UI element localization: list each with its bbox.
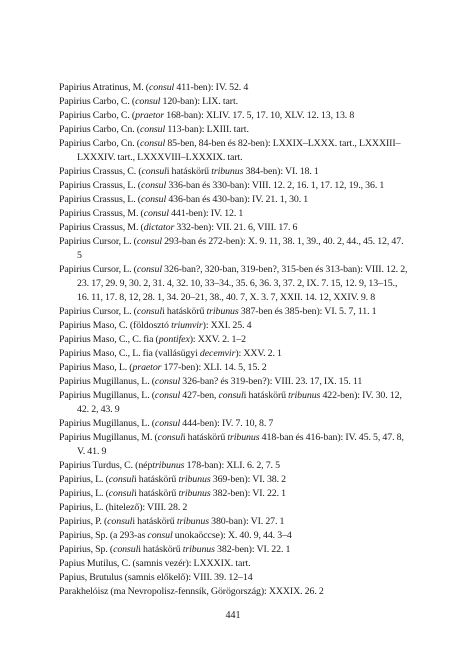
index-entry-text: Papirius Cursor, L. (consul 293-ban és 272-ben): X. 9. 11, 38. 1, 39., 40. 2, 44., 45. 12, 47. 5: [59, 236, 404, 261]
index-entry-text: Papirius Carbo, Cn. (consul 85-ben, 84-ben és 82-ben): LXXIX–LXXX. tart., LXXXIII–LXXXIV. tart., LXXXVIII–LXXXIX. tart.: [59, 138, 401, 163]
index-entry-text: Papius Mutilus, C. (samnis vezér): LXXXIX. tart.: [59, 558, 251, 569]
index-entry-text: Papirius, L. (consuli hatáskörű tribunus 382-ben): VI. 22. 1: [59, 488, 287, 499]
index-entry-text: Papirius Crassus, M. (consul 441-ben): IV. 12. 1: [59, 208, 244, 219]
index-entry: [59, 459, 409, 473]
index-entry-text: Papirius Mugillanus, M. (consuli hatáskörű tribunus 418-ban és 416-ban): IV. 45. 5, 47. 8, V. 41. 9: [59, 432, 404, 457]
index-entry: [59, 137, 409, 165]
index-entry-text: Papirius Turdus, C. (néptribunus 178-ban): XLI. 6. 2, 7. 5: [59, 460, 280, 471]
index-entry-list: [59, 81, 409, 599]
index-entry: [59, 557, 409, 571]
index-entry-text: Papirius, L. (hitelező): VIII. 28. 2: [59, 502, 188, 513]
index-entry: [59, 543, 409, 557]
index-entry-text: Papirius Maso, C., C. fia (pontifex): XXV. 2. 1–2: [59, 334, 246, 345]
index-entry: [59, 95, 409, 109]
index-entry: [59, 319, 409, 333]
index-entry: [59, 515, 409, 529]
index-entry: [59, 529, 409, 543]
index-entry-text: Papirius Cursor, L. (consuli hatáskörű tribunus 387-ben és 385-ben): VI. 5. 7, 11. 1: [59, 306, 377, 317]
index-entry: [59, 221, 409, 235]
index-entry-text: Papirius Crassus, L. (consul 336-ban és 330-ban): VIII. 12. 2, 16. 1, 17. 12, 19., 36. 1: [59, 180, 385, 191]
index-entry: [59, 501, 409, 515]
index-entry-text: Papius, Brutulus (samnis előkelő): VIII. 39. 12–14: [59, 572, 253, 583]
index-entry: [59, 417, 409, 431]
index-entry: [59, 179, 409, 193]
index-entry-text: Parakhelóisz (ma Nevropolisz-fennsík, Görögország): XXXIX. 26. 2: [59, 586, 324, 597]
index-entry: [59, 109, 409, 123]
index-entry: [59, 473, 409, 487]
index-entry-text: Papirius, Sp. (consuli hatáskörű tribunus 382-ben): VI. 22. 1: [59, 544, 291, 555]
index-entry: [59, 585, 409, 599]
index-entry-text: Papirius Carbo, C. (consul 120-ban): LIX. tart.: [59, 96, 238, 107]
index-entry: [59, 165, 409, 179]
index-entry-text: Papirius Carbo, Cn. (consul 113-ban): LXIII. tart.: [59, 124, 249, 135]
index-entry: [59, 263, 409, 305]
index-entry: [59, 207, 409, 221]
index-entry-text: Papirius Crassus, M. (dictator 332-ben): VII. 21. 6, VIII. 17. 6: [59, 222, 298, 233]
index-entry-text: Papirius Crassus, C. (consuli hatáskörű tribunus 384-ben): VI. 18. 1: [59, 166, 319, 177]
index-entry-text: Papirius Maso, C., L. fia (vallásügyi decemvir): XXV. 2. 1: [59, 348, 282, 359]
index-entry-text: Papirius Carbo, C. (praetor 168-ban): XLIV. 17. 5, 17. 10, XLV. 12. 13, 13. 8: [59, 110, 355, 121]
page-number: 441: [225, 610, 241, 621]
index-entry: [59, 487, 409, 501]
index-entry: [59, 81, 409, 95]
index-entry: [59, 389, 409, 417]
index-entry-text: Papirius, L. (consuli hatáskörű tribunus 369-ben): VI. 38. 2: [59, 474, 287, 485]
index-entry: [59, 305, 409, 319]
index-entry-text: Papirius Maso, L. (praetor 177-ben): XLI. 14. 5, 15. 2: [59, 362, 267, 373]
index-entry: [59, 235, 409, 263]
index-entry: [59, 375, 409, 389]
index-entry: [59, 193, 409, 207]
index-entry-text: Papirius Maso, C. (földosztó triumvir): XXI. 25. 4: [59, 320, 252, 331]
index-entry-text: Papirius, P. (consuli hatáskörű tribunus 380-ban): VI. 27. 1: [59, 516, 285, 527]
index-entry-text: Papirius Mugillanus, L. (consul 326-ban? és 319-ben?): VIII. 23. 17, IX. 15. 11: [59, 376, 363, 387]
index-entry-text: Papirius Atratinus, M. (consul 411-ben): IV. 52. 4: [59, 82, 249, 93]
index-entry: [59, 123, 409, 137]
index-entry: [59, 333, 409, 347]
index-entry: [59, 431, 409, 459]
index-entry-text: Papirius Crassus, L. (consul 436-ban és 430-ban): IV. 21. 1, 30. 1: [59, 194, 309, 205]
index-entry-text: Papirius Cursor, L. (consul 326-ban?, 320-ban, 319-ben?, 315-ben és 313-ban): VIII. 12. 2, 23. 17, 29. 9, 30. 2, 31. 4, 32. 10, 33–34., 35. 6, 36. 3, 37. 2, IX. 7. 15, 12. 9, 13–15., 16. 11, 17. 8, 12, 28. 1, 34. 20–21, 38., 40. 7, X. 3. 7, XXII. 14. 12, XXIV. 9. 8: [59, 264, 408, 303]
index-entry-text: Papirius Mugillanus, L. (consul 427-ben, consuli hatáskörű tribunus 422-ben): IV. 30. 12, 42. 2, 43. 9: [59, 390, 402, 415]
index-entry-text: Papirius Mugillanus, L. (consul 444-ben): IV. 7. 10, 8. 7: [59, 418, 274, 429]
index-entry: [59, 361, 409, 375]
index-entry-text: Papirius, Sp. (a 293-as consul unokaöccse): X. 40. 9, 44. 3–4: [59, 530, 292, 541]
index-entry: [59, 571, 409, 585]
index-entry: [59, 347, 409, 361]
